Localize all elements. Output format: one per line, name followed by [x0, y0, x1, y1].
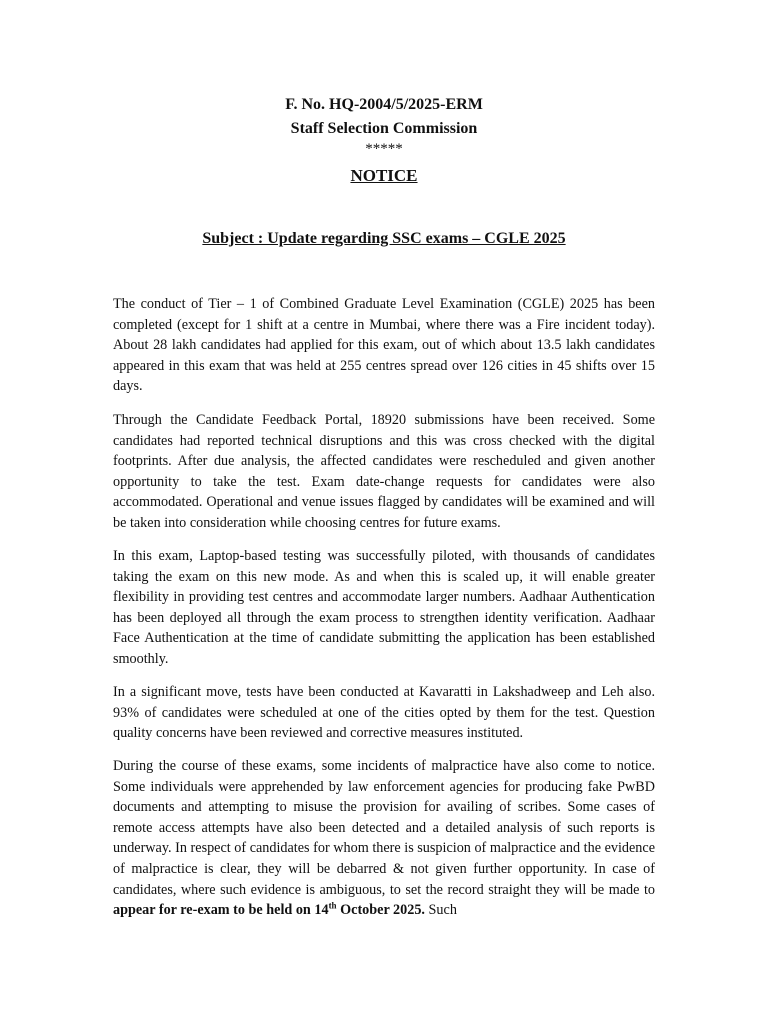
subject-line: Subject : Update regarding SSC exams – CGLE 2025 [202, 230, 566, 247]
paragraph-feedback-portal [113, 410, 655, 534]
re-exam-month: October 2025. [336, 902, 425, 919]
continuation-text: Such [424, 902, 457, 919]
re-exam-date-text [113, 902, 425, 918]
re-exam-phrase: appear for re-exam to be held on 14 [113, 902, 329, 919]
organization-name: Staff Selection Commission [290, 120, 478, 137]
paragraph-exam-conduct [113, 294, 655, 397]
notice-title: NOTICE [350, 166, 418, 185]
paragraph-text [113, 756, 655, 921]
paragraph-remote-centres [113, 682, 655, 744]
paragraph-text: In a significant move, tests have been conducted at Kavaratti in Lakshadweep and Leh also. 93% of candidates were scheduled at one of the cities opted by them for the test. Question quality concerns have been reviewed and corrective measures instituted. [113, 684, 655, 742]
ordinal-suffix: th [328, 900, 337, 911]
paragraph-text: In this exam, Laptop-based testing was successfully piloted, with thousands of candidates taking the exam on this new mode. As and when this is scaled up, it will enable greater flexibility in providing test centres and accommodate larger numbers. Aadhaar Authentication has been deployed all through the exam process to strengthen identity verification. Aadhaar Face Authentication at the time of candidate submitting the application has been established smoothly. [113, 548, 655, 667]
asterisk-separator: ***** [365, 141, 403, 157]
malpractice-text: During the course of these exams, some incidents of malpractice have also come to notice. Some individuals were apprehended by law enforcement agencies for producing fake PwBD documents and attempting to misuse the provision for availing of scribes. Some cases of remote access attempts have also been detected and a detailed analysis of such reports is underway. In respect of candidates for whom there is suspicion of malpractice and the evidence of malpractice is clear, they will be debarred & not given further opportunity. In case of candidates, where such evidence is ambiguous, to set the record straight they will be made to [113, 758, 655, 898]
paragraph-text: Through the Candidate Feedback Portal, 18920 submissions have been received. Some candidates had reported technical disruptions and this was cross checked with the digital footprints. After due analysis, the affected candidates were rescheduled and given another opportunity to take the test. Exam date-change requests for candidates were also accommodated. Operational and venue issues flagged by candidates will be examined and will be taken into consideration while choosing centres for future exams. [113, 412, 655, 531]
paragraph-laptop-testing [113, 546, 655, 670]
paragraph-text: The conduct of Tier – 1 of Combined Graduate Level Examination (CGLE) 2025 has been completed (except for 1 shift at a centre in Mumbai, where there was a Fire incident today). About 28 lakh candidates had applied for this exam, out of which about 13.5 lakh candidates appeared in this exam that was held at 255 centres spread over 126 cities in 45 shifts over 15 days. [113, 296, 655, 395]
file-number: F. No. HQ-2004/5/2025-ERM [285, 96, 483, 113]
paragraph-malpractice [113, 756, 655, 921]
